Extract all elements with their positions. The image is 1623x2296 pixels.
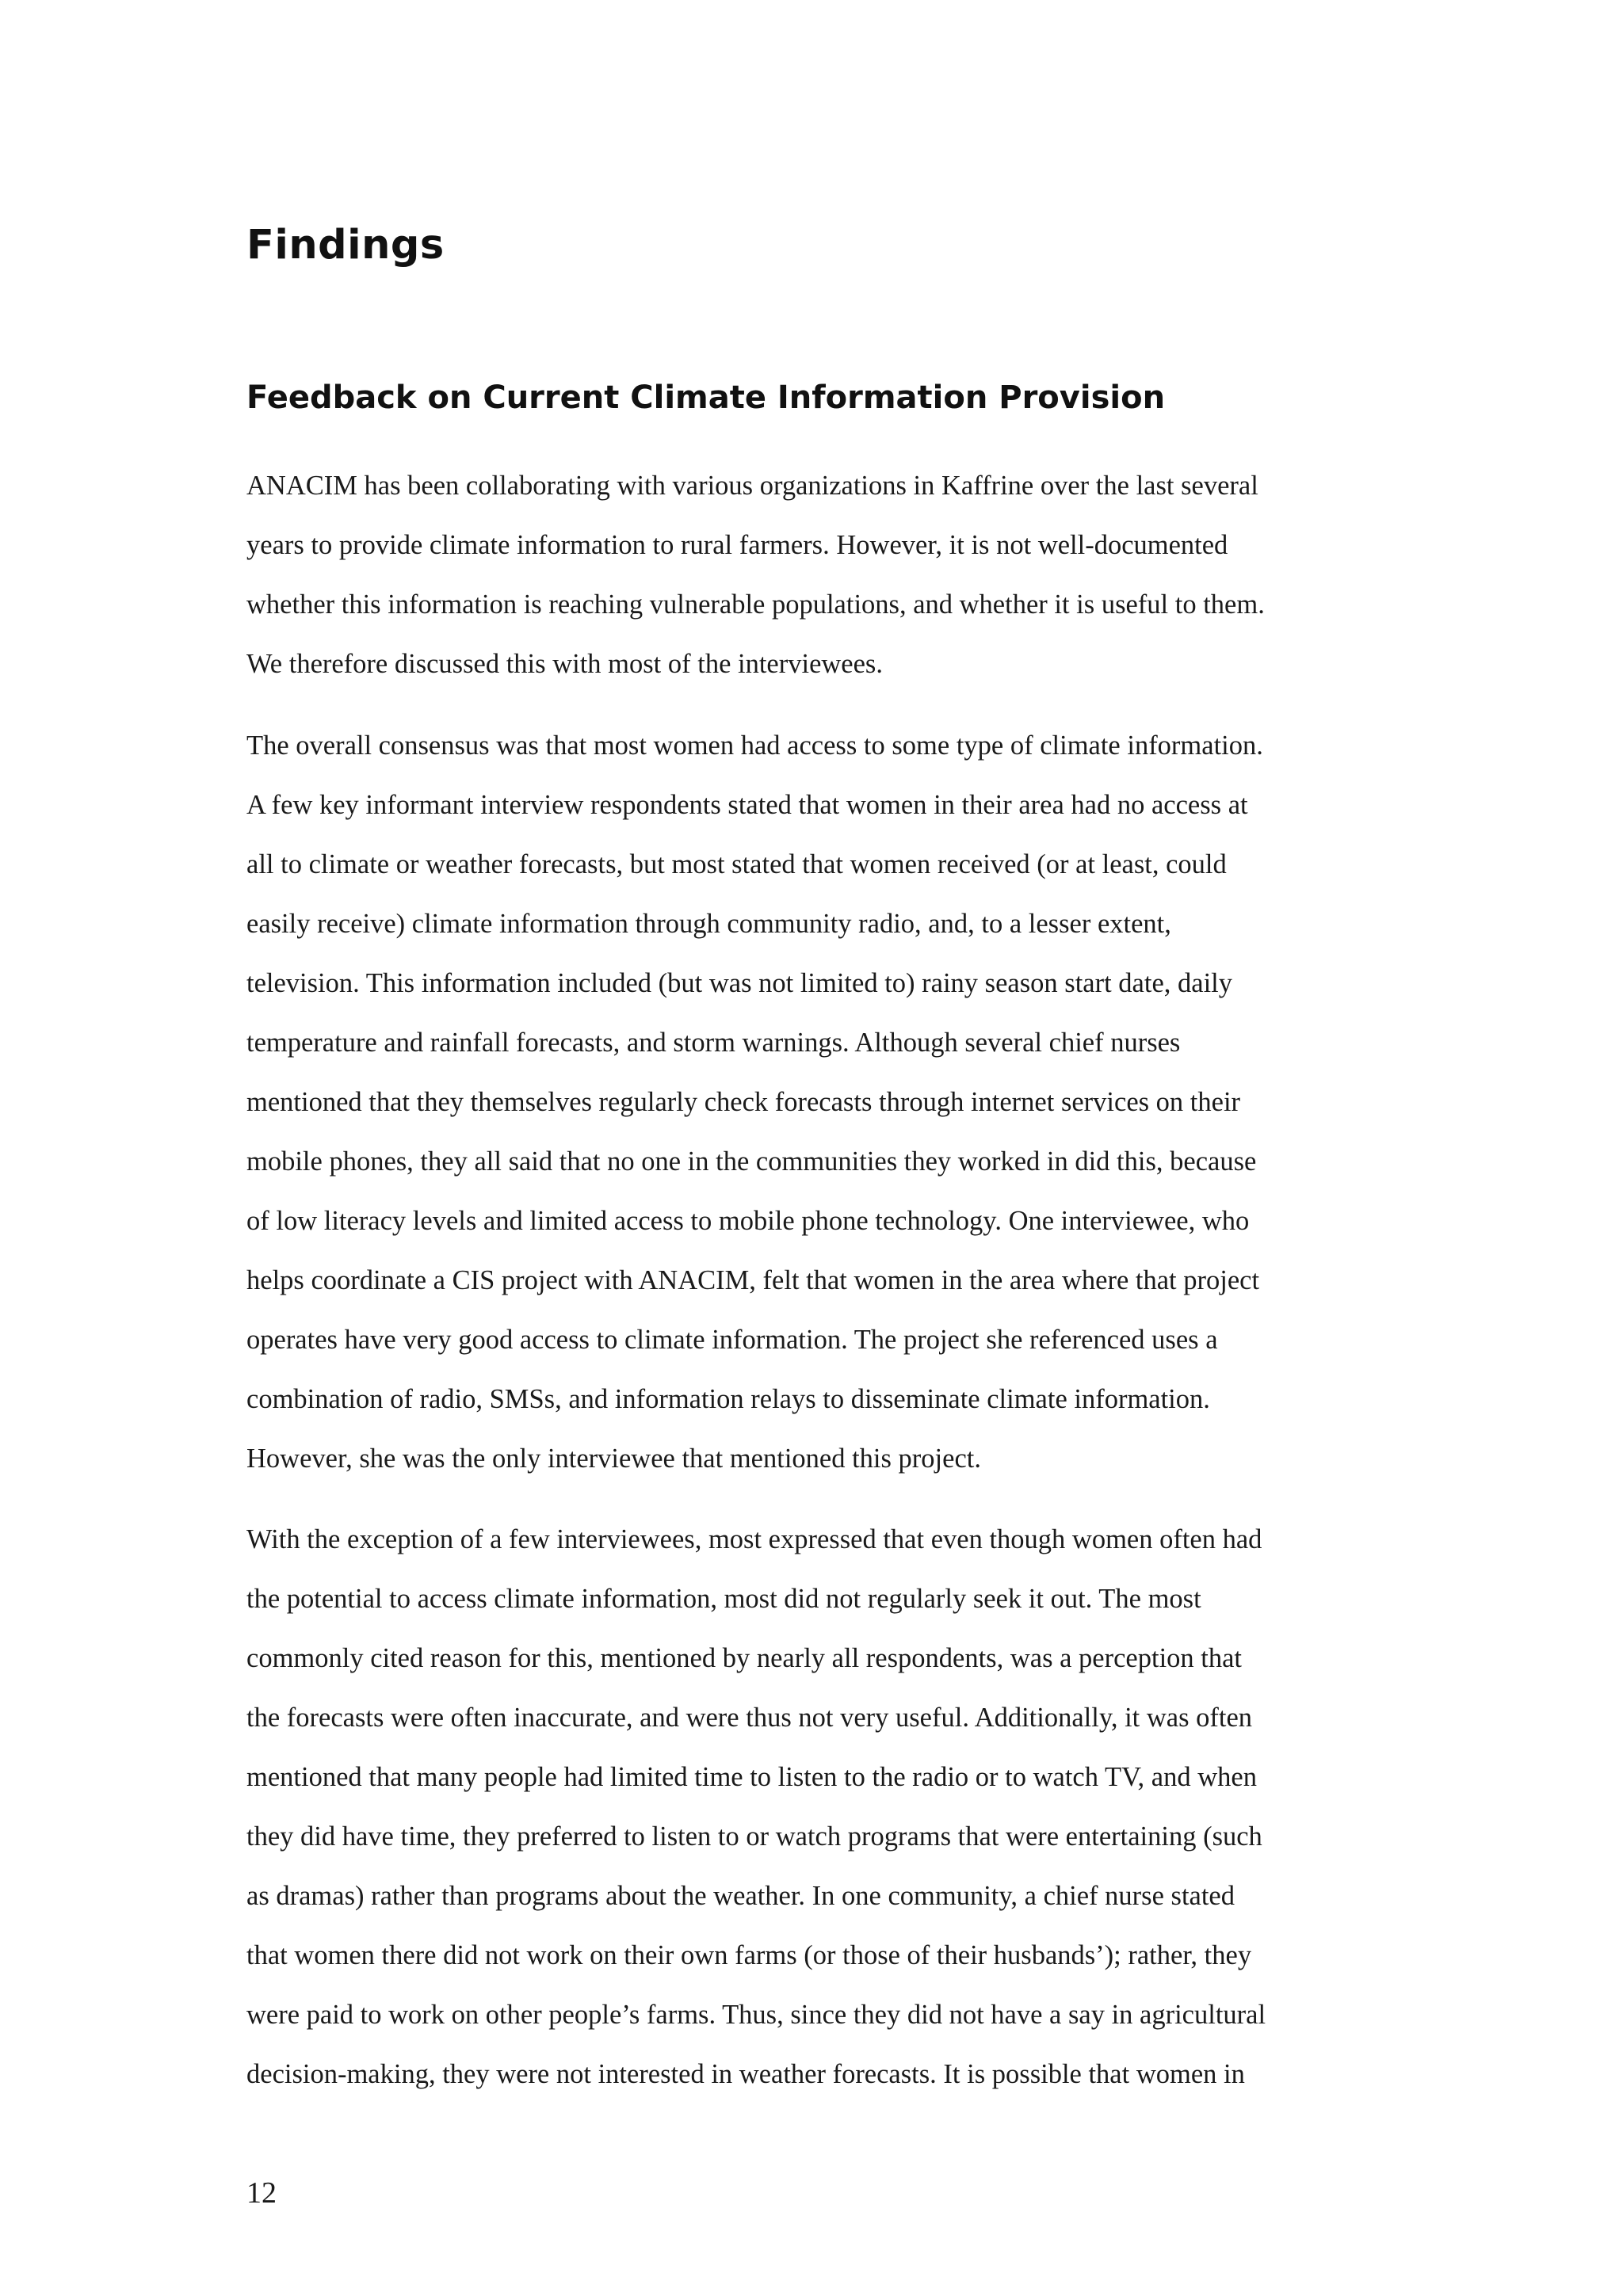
- page-number: 12: [246, 2176, 277, 2210]
- text-line: The overall consensus was that most women had access to some type of climate information.: [246, 730, 1263, 761]
- text-line: mentioned that many people had limited time to listen to the radio or to watch TV, and when: [246, 1762, 1257, 1792]
- text-line: they did have time, they preferred to listen to or watch programs that were entertaining (such: [246, 1821, 1262, 1852]
- text-line: mobile phones, they all said that no one in the communities they worked in did this, because: [246, 1146, 1257, 1177]
- text-line: mentioned that they themselves regularly check forecasts through internet services on their: [246, 1087, 1241, 1117]
- text-line: were paid to work on other people’s farms. Thus, since they did not have a say in agricultural: [246, 2000, 1266, 2030]
- text-line: the forecasts were often inaccurate, and were thus not very useful. Additionally, it was often: [246, 1703, 1253, 1733]
- text-line: helps coordinate a CIS project with ANACIM, felt that women in the area where that project: [246, 1265, 1260, 1295]
- text-line: easily receive) climate information through community radio, and, to a lesser extent,: [246, 909, 1171, 939]
- text-line: A few key informant interview respondents stated that women in their area had no access at: [246, 790, 1248, 820]
- text-line: the potential to access climate information, most did not regularly seek it out. The most: [246, 1584, 1201, 1614]
- text-line: television. This information included (but was not limited to) rainy season start date, daily: [246, 968, 1232, 998]
- text-line: operates have very good access to climate information. The project she referenced uses a: [246, 1325, 1218, 1355]
- text-line: ANACIM has been collaborating with various organizations in Kaffrine over the last several: [246, 471, 1258, 501]
- body-paragraph-2: [246, 716, 1263, 1489]
- text-line: of low literacy levels and limited access to mobile phone technology. One interviewee, who: [246, 1206, 1250, 1236]
- text-line: combination of radio, SMSs, and information relays to disseminate climate information.: [246, 1384, 1210, 1414]
- text-line: We therefore discussed this with most of the interviewees.: [246, 649, 883, 679]
- text-line: all to climate or weather forecasts, but most stated that women received (or at least, could: [246, 849, 1227, 879]
- body-paragraph-1: [246, 456, 1265, 694]
- text-line: as dramas) rather than programs about the weather. In one community, a chief nurse stated: [246, 1881, 1235, 1911]
- text-line: years to provide climate information to rural farmers. However, it is not well-documented: [246, 530, 1228, 560]
- text-line: temperature and rainfall forecasts, and storm warnings. Although several chief nurses: [246, 1028, 1181, 1058]
- text-line: that women there did not work on their own farms (or those of their husbands’); rather, they: [246, 1940, 1252, 1970]
- text-line: commonly cited reason for this, mentioned by nearly all respondents, was a perception that: [246, 1643, 1243, 1673]
- text-line: whether this information is reaching vulnerable populations, and whether it is useful to them.: [246, 589, 1265, 620]
- text-line: decision-making, they were not interested in weather forecasts. It is possible that women in: [246, 2059, 1245, 2089]
- body-paragraph-3: [246, 1510, 1266, 2104]
- text-line: However, she was the only interviewee that mentioned this project.: [246, 1444, 981, 1474]
- text-line: With the exception of a few interviewees, most expressed that even though women often had: [246, 1524, 1262, 1554]
- subsection-title: Feedback on Current Climate Information Provision: [246, 379, 1166, 416]
- section-title: Findings: [246, 222, 445, 269]
